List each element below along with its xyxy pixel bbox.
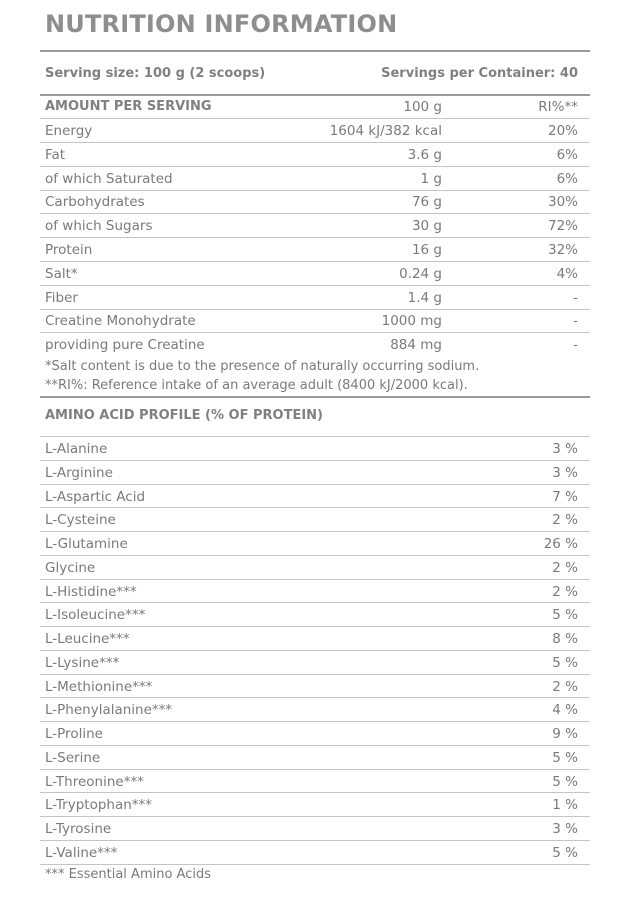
nutrient-name: Fat xyxy=(45,146,66,163)
row-divider xyxy=(40,118,590,119)
nutrient-amount: 1604 kJ/382 kcal xyxy=(329,123,442,139)
nutrition-row xyxy=(40,239,590,262)
servings-per-container: Servings per Container: 40 xyxy=(381,66,578,81)
essential-amino-footnote: *** Essential Amino Acids xyxy=(45,867,211,882)
nutrient-name: Protein xyxy=(45,242,93,258)
nutrition-header-row xyxy=(40,96,590,119)
nutrient-amount: 16 g xyxy=(411,242,442,258)
nutrition-row xyxy=(40,215,590,238)
amino-name: L-Serine xyxy=(45,749,101,766)
amino-row xyxy=(40,532,590,556)
amino-name: L-Histidine*** xyxy=(45,583,137,600)
nutrient-ri: - xyxy=(573,289,578,306)
amino-percent: 4 % xyxy=(552,702,578,719)
amino-name: L-Leucine*** xyxy=(45,631,130,647)
amino-row xyxy=(40,603,590,627)
amino-row xyxy=(40,556,590,580)
nutrient-amount: 884 mg xyxy=(390,337,442,354)
nutrient-amount: 3.6 g xyxy=(407,146,442,163)
amino-percent: 5 % xyxy=(552,749,578,766)
amino-percent: 3 % xyxy=(552,441,578,457)
amino-row xyxy=(40,793,590,817)
amino-name: Glycine xyxy=(45,559,96,576)
amino-name: L-Glutamine xyxy=(45,536,128,552)
nutrient-ri: - xyxy=(573,337,578,354)
page-title: NUTRITION INFORMATION xyxy=(45,10,398,38)
amino-name: L-Alanine xyxy=(45,441,108,457)
amino-row xyxy=(40,770,590,794)
amount-column-heading: 100 g xyxy=(403,99,442,115)
amino-row xyxy=(40,437,590,461)
nutrient-name: Salt* xyxy=(45,265,78,282)
amino-section-title: AMINO ACID PROFILE (% OF PROTEIN) xyxy=(45,408,323,423)
amino-row xyxy=(40,508,590,532)
amino-percent: 7 % xyxy=(552,488,578,505)
nutrient-ri: 32% xyxy=(547,242,578,258)
nutrition-row xyxy=(40,120,590,143)
nutrition-row xyxy=(40,334,590,357)
amino-name: L-Tryptophan*** xyxy=(45,797,153,814)
amino-name: L-Valine*** xyxy=(45,844,118,861)
nutrient-name: Creatine Monohydrate xyxy=(45,313,196,330)
amino-name: L-Aspartic Acid xyxy=(45,488,146,505)
amino-name: L-Threonine*** xyxy=(45,773,144,790)
amino-percent: 2 % xyxy=(552,512,578,529)
nutrition-row xyxy=(40,310,590,333)
nutrient-ri: 20% xyxy=(547,123,578,139)
ri-footnote: **RI%: Reference intake of an average adult (8400 kJ/2000 kcal). xyxy=(45,378,468,393)
amino-percent: 5 % xyxy=(552,654,578,671)
serving-info xyxy=(45,66,578,84)
row-divider xyxy=(40,864,590,865)
nutrient-ri: 72% xyxy=(547,218,578,235)
amino-percent: 26 % xyxy=(543,536,578,552)
nutrient-name: Energy xyxy=(45,123,93,139)
nutrition-row xyxy=(40,191,590,214)
amino-percent: 8 % xyxy=(552,631,578,647)
nutrient-amount: 0.24 g xyxy=(399,265,442,282)
amino-row xyxy=(40,746,590,770)
amino-name: L-Methionine*** xyxy=(45,678,153,695)
nutrient-name: Carbohydrates xyxy=(45,194,145,211)
amount-per-serving-heading: AMOUNT PER SERVING xyxy=(45,99,212,114)
nutrient-ri: - xyxy=(573,313,578,330)
title-divider xyxy=(40,50,590,52)
nutrient-amount: 1.4 g xyxy=(407,289,442,306)
amino-row xyxy=(40,580,590,604)
amino-name: L-Isoleucine*** xyxy=(45,607,146,624)
amino-percent: 2 % xyxy=(552,559,578,576)
nutrient-name: of which Sugars xyxy=(45,218,153,235)
nutrient-ri: 4% xyxy=(556,265,578,282)
ri-column-heading: RI%** xyxy=(538,99,578,115)
amino-name: L-Tyrosine xyxy=(45,821,112,837)
nutrient-ri: 30% xyxy=(547,194,578,211)
nutrition-row xyxy=(40,287,590,310)
nutrient-amount: 1 g xyxy=(420,170,442,187)
nutrition-row xyxy=(40,144,590,167)
amino-row xyxy=(40,627,590,651)
nutrient-name: of which Saturated xyxy=(45,170,173,187)
nutrition-row xyxy=(40,168,590,191)
amino-row xyxy=(40,675,590,699)
nutrient-ri: 6% xyxy=(556,146,578,163)
amino-name: L-Arginine xyxy=(45,464,113,481)
amino-percent: 2 % xyxy=(552,583,578,600)
amino-percent: 5 % xyxy=(552,607,578,624)
amino-percent: 5 % xyxy=(552,773,578,790)
nutrition-row xyxy=(40,263,590,286)
amino-row xyxy=(40,841,590,865)
amino-percent: 2 % xyxy=(552,678,578,695)
amino-name: L-Phenylalanine*** xyxy=(45,702,173,719)
nutrient-name: providing pure Creatine xyxy=(45,337,205,354)
nutrient-amount: 1000 mg xyxy=(381,313,442,330)
nutrient-ri: 6% xyxy=(556,170,578,187)
amino-name: L-Lysine*** xyxy=(45,654,120,671)
amino-percent: 1 % xyxy=(552,797,578,814)
amino-row xyxy=(40,485,590,509)
amino-name: L-Proline xyxy=(45,726,103,742)
nutrient-amount: 30 g xyxy=(411,218,442,235)
nutrient-name: Fiber xyxy=(45,289,78,306)
amino-row xyxy=(40,722,590,746)
amino-percent: 9 % xyxy=(552,726,578,742)
amino-name: L-Cysteine xyxy=(45,512,116,529)
amino-percent: 3 % xyxy=(552,464,578,481)
amino-row xyxy=(40,698,590,722)
salt-footnote: *Salt content is due to the presence of naturally occurring sodium. xyxy=(45,359,480,374)
amino-row xyxy=(40,651,590,675)
amino-percent: 5 % xyxy=(552,844,578,861)
nutrient-amount: 76 g xyxy=(411,194,442,211)
amino-percent: 3 % xyxy=(552,821,578,837)
serving-size: Serving size: 100 g (2 scoops) xyxy=(45,66,266,81)
amino-row xyxy=(40,461,590,485)
amino-row xyxy=(40,817,590,841)
amino-divider xyxy=(40,396,590,398)
